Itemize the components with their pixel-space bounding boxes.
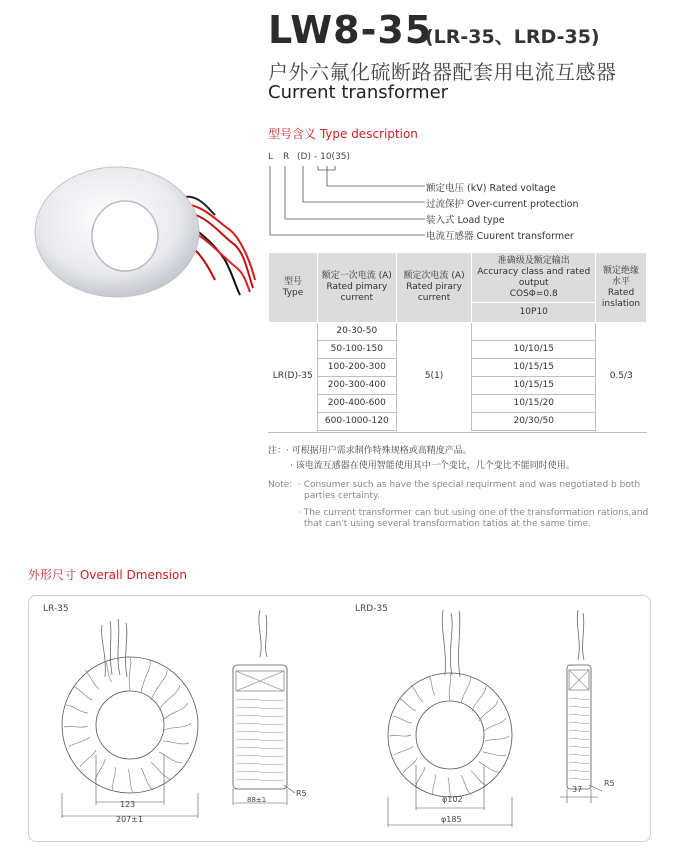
lrd-label: LRD-35 (355, 604, 388, 614)
note-en-1b: parties certainty. (304, 491, 380, 501)
code-l: L (268, 152, 274, 162)
header-type: 型号 Type (269, 253, 318, 323)
note-cn-1: · 可根据用户需求制作特殊规格或高精度产品。 (286, 446, 472, 456)
cell-accuracy (472, 323, 596, 341)
cell-primary: 600-1000-120 (317, 413, 396, 431)
desc-rated-voltage: 额定电压 (kV) Rated voltage (426, 183, 556, 194)
lr-radius-dim: R5 (296, 789, 307, 798)
lr-front-drawing (55, 615, 215, 830)
desc-overcurrent: 过流保护 Over-current protection (426, 199, 579, 210)
cell-primary: 50-100-150 (317, 341, 396, 359)
header-insulation: 额定绝缘 水平 Rated inslation (596, 253, 647, 323)
desc-current-transformer: 电流互感器 Cuurent transformer (426, 231, 574, 242)
cell-accuracy: 20/30/50 (472, 413, 596, 431)
cell-accuracy: 10/15/15 (472, 377, 596, 395)
header-primary: 额定一次电流 (A) Rated pimary current (317, 253, 396, 323)
cell-primary: 200-300-400 (317, 377, 396, 395)
cell-insulation: 0.5/3 (609, 371, 633, 382)
note-en-2b: that can't using several transformation tatios at the same time. (304, 519, 591, 529)
note-label-cn: 注： (268, 446, 287, 456)
cell-primary: 100-200-300 (317, 359, 396, 377)
cell-accuracy: 10/15/20 (472, 395, 596, 413)
note-label-en: Note: (268, 480, 293, 490)
lrd-outer-dim: φ185 (441, 815, 462, 824)
header-accuracy-sub: 10P10 (472, 303, 596, 323)
cell-primary: 200-400-600 (317, 395, 396, 413)
type-description-heading: 型号含义 Type description (268, 127, 418, 141)
table-bottom-rule (268, 432, 647, 433)
product-title-cn: 户外六氟化硫断路器配套用电流互感器 (268, 60, 617, 84)
lrd-side-drawing (555, 605, 625, 805)
cell-accuracy: 10/15/15 (472, 359, 596, 377)
lr-side-drawing (220, 605, 310, 815)
code-d: (D) (297, 152, 311, 162)
model-variants: (LR-35、LRD-35) (425, 26, 600, 48)
lr-label: LR-35 (43, 604, 69, 614)
lrd-radius-dim: R5 (604, 779, 615, 788)
code-voltage: - 10(35) (314, 152, 351, 162)
note-en-2: · The current transformer can but using one of the transformation rations,and (298, 508, 649, 518)
lr-outer-dim: 207±1 (116, 815, 144, 824)
desc-load-type: 装入式 Load type (426, 215, 505, 226)
note-en-1: · Consumer such as have the special requirment and was negotiated b both (298, 480, 641, 490)
lrd-width-dim: 37 (572, 785, 583, 794)
product-title-en: Current transformer (268, 82, 449, 103)
lrd-inner-dim: φ102 (442, 795, 463, 804)
cell-primary: 20-30-50 (317, 323, 396, 341)
header-accuracy: 准确级及额定输出 Accuracy class and rated output COSΦ=0.8 (472, 253, 596, 303)
code-r: R (283, 152, 290, 162)
note-cn-2: · 该电流互感器在使用智能使用其中一个变比，几个变比不能同时使用。 (290, 461, 575, 471)
cell-secondary: 5(1) (396, 323, 472, 431)
product-photo (25, 160, 265, 300)
model-title: LW8-35 (268, 8, 433, 52)
cell-type: LR(D)-35 (272, 371, 313, 382)
type-code-connectors (265, 164, 425, 244)
lr-width-dim: 88±1 (247, 796, 267, 804)
cell-accuracy: 10/10/15 (472, 341, 596, 359)
spec-table (268, 252, 647, 431)
dimension-heading: 外形尺寸 Overall Dmension (28, 568, 187, 582)
header-secondary: 额定次电流 (A) Rated pirary current (396, 253, 472, 323)
lr-inner-dim: 123 (120, 800, 136, 809)
